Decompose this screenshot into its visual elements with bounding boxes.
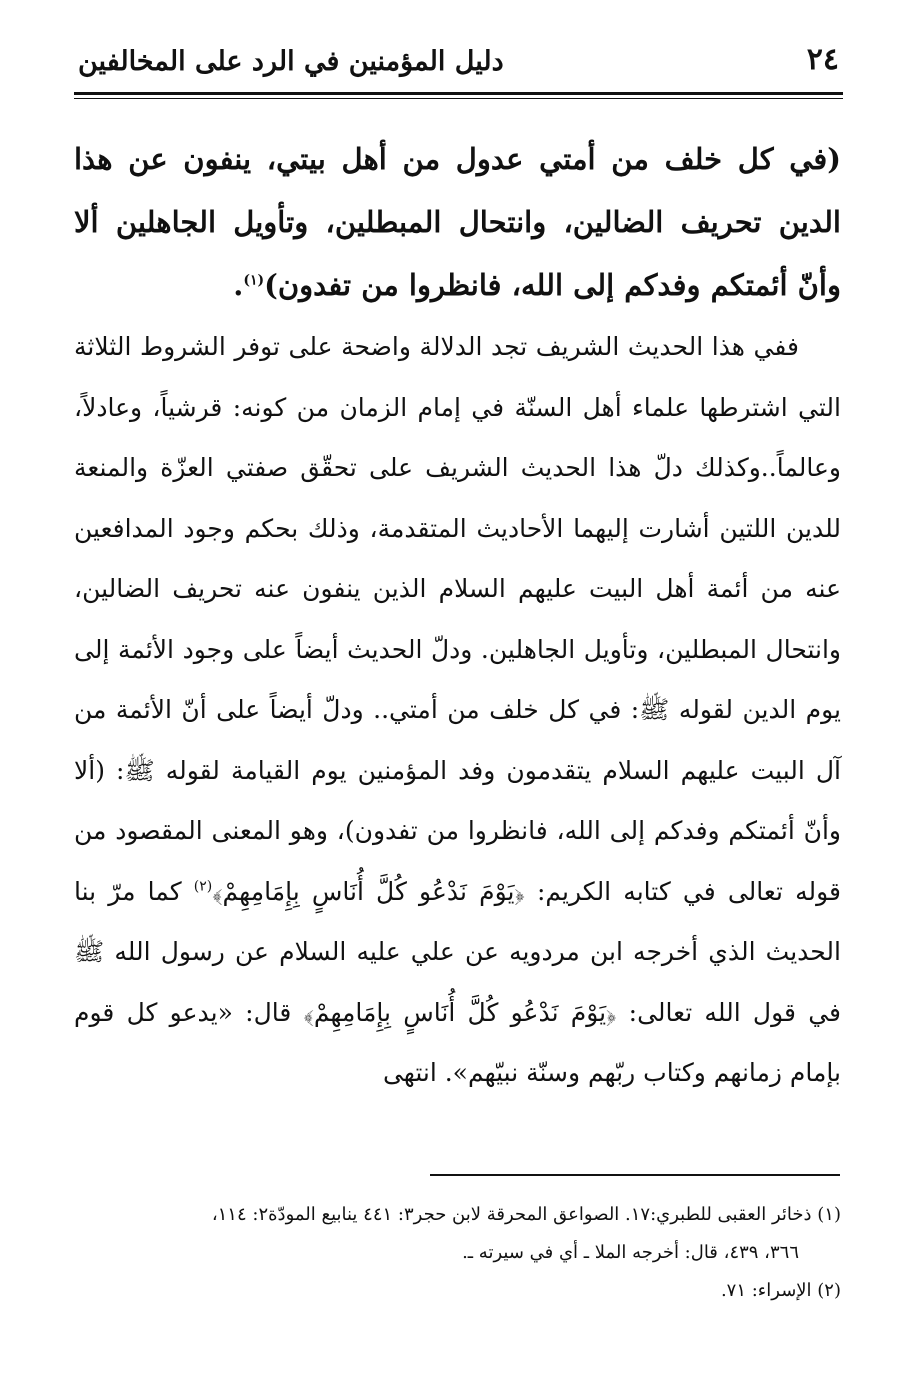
paragraph-end: كما مرّ بنا الحديث الذي أخرجه ابن مردويه عن علي عليه السلام عن رسول الله ﷺ في قول الله تعالى: ﴿يَوْمَ نَدْعُو كُلَّ أُنَاسٍ بِإِمَامِهِمْ﴾ قال: «يدعو كل قوم بإمام زمانهم وكتاب ربّهم وسنّة نبيّهم». انتهى [74, 876, 841, 1087]
hadith-quote [74, 128, 841, 317]
footnotes [74, 1196, 841, 1310]
running-title: دليل المؤمنين في الرد على المخالفين [78, 46, 504, 77]
paragraph-text: ففي هذا الحديث الشريف تجد الدلالة واضحة على توفر الشروط الثلاثة التي اشترطها علماء أهل السنّة في إمام الزمان من كونه: قرشياً، وعادلاً، وعالماً..وكذلك دلّ هذا الحديث الشريف على تحقّق صفتي العزّة والمنعة للدين اللتين أشارت إليهما الأحاديث المتقدمة، وذلك بحكم وجود المدافعين عنه من أئمة أهل البيت عليهم السلام الذين ينفون عنه تحريف الضالين، وانتحال المبطلين، وتأويل الجاهلين. ودلّ الحديث أيضاً على وجود الأئمة إلى يوم الدين لقوله ﷺ: في كل خلف من أمتي.. ودلّ أيضاً على أنّ الأئمة من آل البيت عليهم السلام يتقدمون وفد المؤمنين يوم القيامة لقوله ﷺ: (ألا وأنّ أئمتكم وفدكم إلى الله، فانظروا من تفدون)، وهو المعنى المقصود من قوله تعالى في كتابه الكريم: ﴿يَوْمَ نَدْعُو كُلَّ أُنَاسٍ بِإِمَامِهِمْ﴾ [74, 332, 841, 906]
main-text [74, 128, 841, 1104]
footnote-1-continued: ٣٦٦، ٤٣٩، قال: أخرجه الملا ـ أي في سيرته ـ. [462, 1242, 799, 1263]
footnote-2: (٢) الإسراء: ٧١. [720, 1280, 841, 1301]
footnote-1: (١) ذخائر العقبى للطبري:١٧. الصواعق المحرقة لابن حجر٣: ٤٤١ ينابيع المودّة٢: ١١٤، [211, 1204, 841, 1225]
hadith-end: . [233, 268, 244, 302]
header-rule-thin [74, 98, 843, 99]
page-header [74, 40, 839, 90]
hadith-text: (في كل خلف من أمتي عدول من أهل بيتي، ينفون عن هذا الدين تحريف الضالين، وانتحال المبطلين، وتأويل الجاهلين ألا وأنّ أئمتكم وفدكم إلى الله، فانظروا من تفدون) [74, 142, 841, 302]
page-number: ٢٤ [806, 42, 839, 77]
footnote-ref-1[interactable]: (١) [243, 272, 265, 289]
footnote-ref-2[interactable]: (٢) [193, 878, 213, 895]
commentary-paragraph [74, 317, 841, 1104]
header-rule [74, 92, 843, 95]
footnote-separator [430, 1174, 840, 1176]
